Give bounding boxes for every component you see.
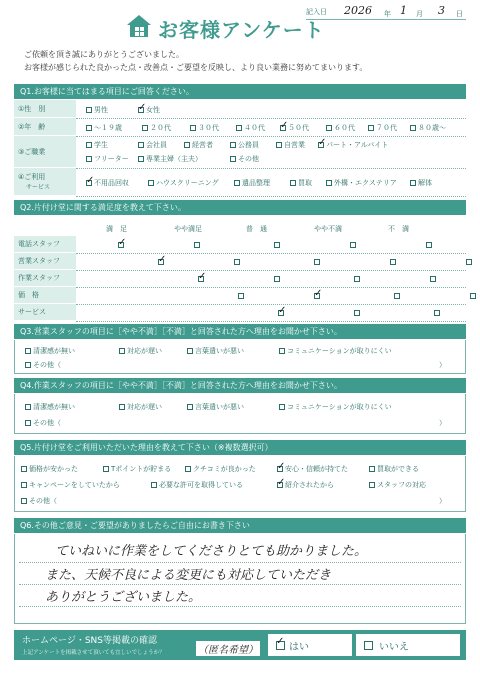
page-title: お客様アンケート [158, 18, 325, 42]
q2-header: Q2.片付け堂に関する満足度を教えて下さい。 [14, 200, 466, 215]
q1-age-60s[interactable]: ６０代 [326, 123, 355, 133]
q1-age-70s[interactable]: ７０代 [368, 123, 397, 133]
q1-svc-exterior[interactable]: 外構・エクステリア [326, 178, 397, 188]
q2-choice-checkbox[interactable] [238, 293, 244, 299]
q2-choice-checkbox[interactable] [394, 293, 400, 299]
q5-opt-review[interactable]: クチコミが良かった [185, 464, 256, 474]
q3-opt-clean[interactable]: 清潔感が無い [25, 346, 75, 356]
q4-body [14, 394, 466, 434]
comment-line-3: ありがとうございました。 [45, 590, 202, 605]
anonymous-note: （匿名希望） [196, 641, 260, 656]
q3-opt-comm[interactable]: コミュニケーションが取りにくい [279, 346, 392, 356]
q1-age-30s[interactable]: ３０代 [190, 123, 219, 133]
date-month: 1 [400, 4, 407, 17]
q1-age-20s[interactable]: ２０代 [142, 123, 171, 133]
date-day: 3 [438, 4, 445, 17]
q1-job-owner[interactable]: 経営者 [184, 140, 213, 150]
q1-job-employee[interactable]: 会社員 [138, 140, 167, 150]
q2-choice-checkbox[interactable] [198, 276, 204, 282]
q1-svc-demolition[interactable]: 解体 [410, 178, 432, 188]
q2-choice-checkbox[interactable] [350, 242, 356, 248]
publish-no-checkbox[interactable] [364, 641, 373, 650]
date-label: 記入日 [306, 8, 327, 16]
q3-opt-other[interactable]: その他（ [25, 360, 61, 370]
q2-choice-checkbox[interactable] [274, 242, 280, 248]
q2-col-3: やや不満 [314, 225, 342, 233]
q4-opt-clean[interactable]: 清潔感が無い [25, 402, 75, 412]
date-year: 2026 [344, 4, 372, 17]
q1-label-age: ②年 齢 [14, 118, 76, 136]
q2-col-0: 満 足 [106, 225, 127, 233]
publish-yes-option[interactable] [268, 634, 352, 656]
logo-house-icon [126, 14, 152, 38]
q2-table [14, 218, 466, 320]
comment-line-2: また、天候不良による変更にも対応していただき [45, 568, 332, 583]
q1-age-80plus[interactable]: ８０歳〜 [410, 123, 446, 133]
q2-choice-checkbox[interactable] [158, 259, 164, 265]
publish-yes-label: はい [289, 641, 309, 653]
date-day-unit: 日 [456, 10, 463, 18]
q3-opt-words[interactable]: 言葉遣いが悪い [187, 346, 244, 356]
q3-opt-slow[interactable]: 対応が遅い [119, 346, 162, 356]
q2-row-label: 作業スタッフ [14, 270, 76, 287]
q1-job-other[interactable]: その他 [230, 154, 259, 164]
comment-line-1: ていねいに作業をしてくださりとても助かりました。 [55, 544, 368, 559]
date-month-unit: 月 [416, 10, 423, 18]
q5-opt-campaign[interactable]: キャンペーンをしていたから [21, 480, 120, 490]
q1-svc-buy[interactable]: 買取 [290, 178, 312, 188]
q1-job-parttime[interactable]: ✓ パート・アルバイト [318, 140, 388, 150]
q4-opt-slow[interactable]: 対応が遅い [119, 402, 162, 412]
q5-other-close: ） [439, 497, 446, 505]
q5-opt-tpoint[interactable]: Tポイントが貯まる [103, 464, 171, 474]
q2-choice-checkbox[interactable] [430, 276, 436, 282]
q4-other-close: ） [439, 419, 446, 427]
q2-choice-checkbox[interactable] [278, 310, 284, 316]
q1-table [14, 100, 466, 196]
q1-gender-male[interactable]: 男性 [86, 105, 108, 115]
q5-header: Q5.片付け堂をご利用いただいた理由を教えて下さい（※複数選択可） [14, 440, 466, 455]
q1-header: Q1.お客様に当てはまる項目にご回答ください。 [14, 84, 466, 99]
q2-row-label: 電話スタッフ [14, 236, 76, 253]
q2-choice-checkbox[interactable] [426, 242, 432, 248]
q5-opt-staff[interactable]: スタッフの対応 [369, 480, 426, 490]
q2-col-1: やや満足 [174, 225, 202, 233]
q1-job-freeter[interactable]: フリーター [86, 154, 129, 164]
q6-header: Q6.その他ご意見・ご要望がありましたらご自由にお書き下さい [14, 518, 466, 533]
date-year-unit: 年 [384, 10, 391, 18]
q2-choice-checkbox[interactable] [118, 242, 124, 248]
q5-opt-price[interactable]: 価格が安かった [21, 464, 78, 474]
q2-choice-checkbox[interactable] [390, 259, 396, 265]
q1-label-job: ③ご職業 [14, 136, 76, 168]
q1-label-service [14, 168, 76, 196]
q2-choice-checkbox[interactable] [434, 310, 440, 316]
q5-opt-trust[interactable]: ✓ 安心・信頼が持てた [277, 464, 348, 474]
q1-age-50s[interactable]: ✓ ５０代 [280, 123, 309, 133]
q3-header: Q3.営業スタッフの項目に［やや不満］［不満］と回答された方へ理由をお聞かせ下さい。 [14, 324, 466, 339]
publish-no-option[interactable] [356, 634, 460, 656]
q1-age-u19[interactable]: 〜１９歳 [86, 123, 122, 133]
q2-row-label: 価 格 [14, 287, 76, 304]
q2-choice-checkbox[interactable] [314, 259, 320, 265]
q4-opt-words[interactable]: 言葉遣いが悪い [187, 402, 244, 412]
q3-other-close: ） [439, 361, 446, 369]
q2-choice-checkbox[interactable] [194, 242, 200, 248]
q4-header: Q4.作業スタッフの項目に［やや不満］［不満］と回答された方へ理由をお聞かせ下さい。 [14, 378, 466, 393]
q5-opt-license[interactable]: 必要な許可を取得している [151, 480, 243, 490]
q1-label-service-main: ④ご利用 [18, 173, 46, 181]
q5-opt-buyback[interactable]: 買取ができる [369, 464, 419, 474]
q2-choice-checkbox[interactable] [274, 276, 280, 282]
q1-job-student[interactable]: 学生 [86, 140, 108, 150]
date-field [306, 4, 466, 20]
intro-line-1: ご依頼を頂き誠にありがとうございました。 [24, 50, 184, 59]
footer-sub: 上記アンケートを掲載させて頂いても宜しいでしょうか？ [22, 650, 165, 656]
q2-choice-checkbox[interactable] [354, 310, 360, 316]
q2-choice-checkbox[interactable] [354, 276, 360, 282]
q5-body [14, 456, 466, 512]
q2-choice-checkbox[interactable] [470, 293, 476, 299]
q1-label-service-sub: サービス [26, 184, 51, 191]
q1-svc-junk[interactable]: ✓不用品回収 [86, 178, 129, 188]
q2-col-2: 普 通 [246, 225, 267, 233]
q5-opt-other[interactable]: その他（ [21, 496, 57, 506]
q5-opt-referral[interactable]: ✓ 紹介されたから [277, 480, 334, 490]
q2-col-4: 不 満 [388, 225, 409, 233]
q1-label-gender: ①性 別 [14, 100, 76, 118]
publish-no-label: いいえ [379, 641, 409, 653]
footer-title: ホームページ・SNS等掲載の確認 [22, 636, 157, 646]
q1-gender-female[interactable]: ✓ 女性 [138, 105, 160, 115]
q2-choice-checkbox[interactable] [314, 293, 320, 299]
q2-row-label: 営業スタッフ [14, 253, 76, 270]
q1-age-40s[interactable]: ４０代 [236, 123, 265, 133]
q4-opt-comm[interactable]: コミュニケーションが取りにくい [279, 402, 392, 412]
publish-yes-checkbox[interactable] [276, 641, 285, 650]
q2-choice-checkbox[interactable] [234, 259, 240, 265]
intro-line-2: お客様が感じられた良かった点・改善点・ご要望を反映し、より良い業務に努めてまいります。 [24, 63, 368, 72]
q1-job-civil[interactable]: 公務員 [230, 140, 259, 150]
q2-row-label: サービス [14, 304, 76, 321]
q4-opt-other[interactable]: その他（ [25, 418, 61, 428]
q6-body[interactable] [14, 534, 466, 624]
q3-body [14, 340, 466, 374]
q2-choice-checkbox[interactable] [466, 259, 472, 265]
q1-job-homemaker[interactable]: 専業主婦（主夫） [138, 154, 202, 164]
q1-svc-cleaning[interactable]: ハウスクリーニング [148, 178, 219, 188]
q1-svc-estate[interactable]: 遺品整理 [234, 178, 270, 188]
q1-job-self[interactable]: 自営業 [276, 140, 305, 150]
